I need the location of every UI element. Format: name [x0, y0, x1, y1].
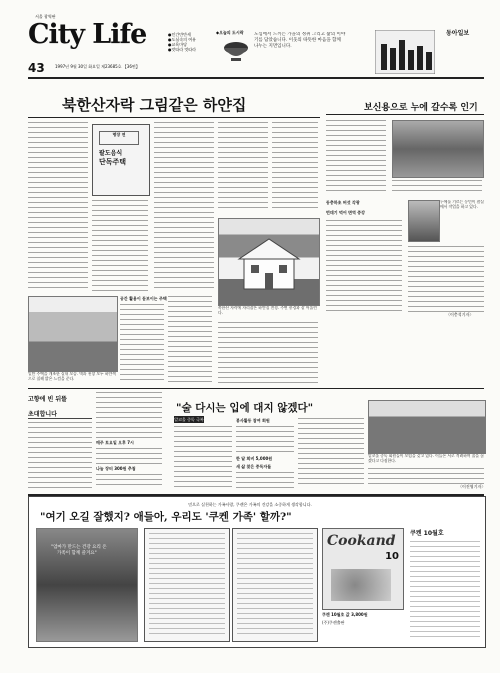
column-text-col1 — [28, 422, 92, 488]
silkworm-farmer-photo — [392, 120, 484, 178]
magazine-issue-number: 10 — [385, 551, 399, 562]
family-photo-text: 가족이 함께 즐겨요" — [57, 551, 97, 556]
event-label: ◆오늘의 도시락 — [216, 30, 244, 35]
ad-table-right-text — [237, 533, 313, 637]
edition-label: 서울 광역판 — [35, 14, 56, 19]
top-blurb: 도심에서 느끼는 가을의 정취 그리고 삶의 이야기를 담았습니다. 이웃의 따뜻한 마음을 함께 나누는 지면입니다. — [254, 32, 346, 49]
feature-text-col7 — [272, 122, 318, 212]
profile-text-col4 — [408, 246, 484, 312]
magazine-cover — [322, 528, 404, 610]
profile-byline: 〈이충석기자〉 — [446, 312, 474, 317]
magazine-cover-photo — [331, 569, 391, 601]
feature-text-col3 — [154, 122, 214, 292]
interior-photo — [28, 296, 118, 372]
section-menu-item: ●맛따라 멋따라 — [168, 47, 196, 52]
column-text-col3 — [96, 448, 162, 464]
family-photo-text: "엄마가 만드는 건강 요리 온 — [51, 545, 107, 550]
profile-headline — [364, 100, 478, 113]
feature-text-col4 — [120, 304, 164, 384]
section-title: City Life — [28, 19, 147, 50]
column-subhead: 매주 토요일 오후 7시 — [96, 440, 134, 445]
feature-headline: 북한산자락 그림같은 하얀집 — [62, 96, 247, 114]
quote-subhead: 한 달 회비 5,000원 — [236, 456, 273, 461]
feature-rule — [28, 117, 320, 118]
quote-caption: 알코올 중독 회원들이 모임을 갖고 있다. 이들은 서로 격려하며 술을 끊겠다고 다짐한다. — [368, 454, 484, 463]
rice-bowl-icon — [221, 38, 251, 62]
feature-subhead: 공간 활용이 돋보이는 주택 — [120, 296, 167, 301]
meeting-photo — [368, 400, 486, 454]
ad-table-left — [144, 528, 230, 642]
mini-bar-graphic — [375, 30, 435, 74]
column-title-box — [28, 392, 92, 419]
interior-caption: 일반 주택을 개조한 실내 모습. 벽과 천장 모두 하얀색으로 칠해 밝은 느낌을 준다. — [28, 372, 116, 381]
quote-subhead: 새 삶 찾은 중독자들 — [236, 464, 272, 469]
column-text-col4 — [96, 474, 162, 488]
feature-text-col6 — [218, 122, 268, 212]
masthead-rule — [28, 77, 484, 79]
profile-text-col2 — [392, 180, 482, 194]
ad-issue-title: 쿠켄 10월호 — [410, 530, 444, 537]
house-caption: 북한산 자락에 자리잡은 하얀집 전경. 주변 풍경과 잘 어울린다. — [218, 306, 317, 315]
quote-text-col4 — [298, 418, 364, 488]
feature-text-col5 — [168, 296, 212, 384]
column-title: 고향에 빈 뒤뜰 — [28, 396, 67, 403]
sign-line: 명장 연 — [99, 131, 139, 145]
ad-publisher: (주)쿠켄출판 — [322, 620, 345, 625]
magazine-logo: Cookand — [327, 533, 396, 549]
column-title: 초대합니다 — [28, 411, 57, 418]
quote-text-col5 — [368, 468, 484, 484]
profile-text-col3 — [326, 220, 402, 312]
white-house-photo — [218, 218, 320, 306]
ad-headline: "여기 오길 잘했지? 애들아, 우리도 '쿠켄 가족' 할까?" — [40, 511, 292, 523]
ad-table-right — [232, 528, 318, 642]
ad-price: 쿠켄 10월호 값 3,800원 — [322, 612, 368, 617]
feature-text-col8 — [218, 322, 318, 384]
column-text-col2 — [96, 392, 162, 438]
section-menu-item: ●교육마당 — [168, 42, 187, 47]
feature-text-col2 — [92, 200, 148, 292]
section-menu — [168, 32, 208, 68]
profile-headline-text: 보신용으로 누에 갈수록 인기 — [364, 103, 478, 113]
silkworm-closeup-photo — [408, 200, 440, 242]
quote-text-col3 — [236, 472, 294, 488]
profile-subhead: 번데기 먹어 면역 증강 — [326, 210, 365, 215]
column-subhead: 나눔 장터 300원 추첨 — [96, 466, 136, 471]
ad-table-left-text — [149, 533, 225, 637]
ad-issue-text — [410, 541, 480, 641]
section-menu-item: ●도심속의 여유 — [168, 37, 196, 42]
restaurant-sign-photo — [92, 124, 150, 196]
quote-text-col2 — [236, 426, 294, 454]
quote-text-col1 — [174, 426, 232, 488]
sign-line: 단독주택 — [99, 157, 127, 166]
publisher-name: 동아일보 — [446, 30, 470, 37]
quote-label: 알코올 중독 극복 — [174, 417, 204, 422]
feature-text-col1 — [28, 122, 88, 292]
profile-rule — [326, 114, 484, 115]
sign-line: 팔도음식 — [99, 150, 123, 157]
ad-issue-contents — [410, 528, 480, 640]
quote-headline: "술 다시는 입에 대지 않겠다" — [176, 402, 314, 414]
profile-text-col1 — [326, 120, 386, 194]
section-menu-item: ●인간만만세 — [168, 32, 191, 37]
issue-line: 1997년 9월 30일 화요일 제23685호 【36면】 — [55, 64, 140, 69]
family-photo — [36, 528, 138, 642]
quote-subhead: 봉사활동 참여 회원 — [236, 418, 270, 423]
quote-byline: 〈이진영기자〉 — [458, 484, 486, 489]
profile-caption: 누에를 기르는 농민이 잠실에서 작업을 하고 있다. — [440, 200, 484, 209]
profile-subhead: 동충하초 버섯 각광 — [326, 200, 360, 205]
ad-top-line: 믿으로 실천하는 가족사랑, 쿠켄은 가족의 건강을 소중하게 생각합니다. — [188, 502, 312, 507]
section-divider — [28, 388, 484, 389]
page-number: 43 — [28, 61, 45, 75]
